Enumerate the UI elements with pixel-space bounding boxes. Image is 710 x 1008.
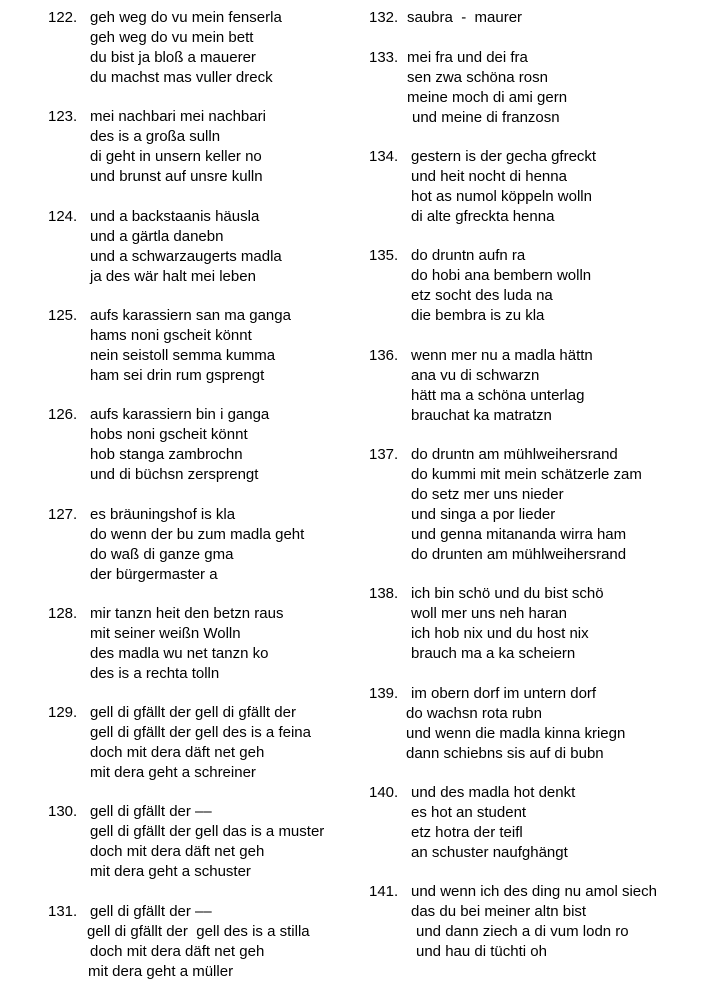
- verse-line: hams noni gscheit könnt: [90, 327, 252, 344]
- verse-line: mit dera geht a schuster: [90, 863, 251, 880]
- verse-line: und a backstaanis häusla: [90, 208, 260, 225]
- stanza-number: 125.: [48, 307, 78, 324]
- verse-line: doch mit dera däft net geh: [90, 943, 265, 960]
- stanza-number: 129.: [48, 704, 78, 721]
- verse-line: gestern is der gecha gfreckt: [411, 148, 597, 165]
- verse-line: an schuster naufghängt: [411, 844, 568, 861]
- verse-line: woll mer uns neh haran: [411, 605, 567, 622]
- stanza-number: 135.: [369, 247, 399, 264]
- verse-line: brauchat ka matratzn: [411, 407, 552, 424]
- verse-line: do druntn am mühlweihersrand: [411, 446, 618, 463]
- verse-line: und meine di franzosn: [412, 109, 560, 126]
- verse-line: aufs karassiern bin i ganga: [90, 406, 270, 423]
- verse-line: hätt ma a schöna unterlag: [411, 387, 585, 404]
- verse-line: saubra - maurer: [407, 9, 523, 26]
- verse-line: und di büchsn zersprengt: [90, 466, 259, 483]
- verse-line: das du bei meiner altn bist: [411, 903, 587, 920]
- verse-line: mit seiner weißn Wolln: [90, 625, 241, 642]
- verse-line: wenn mer nu a madla hättn: [411, 347, 593, 364]
- verse-line: gell di gfällt der gell di gfällt der: [90, 704, 296, 721]
- stanza-number: 128.: [48, 605, 78, 622]
- verse-line: es bräuningshof is kla: [90, 506, 236, 523]
- stanza-number: 127.: [48, 506, 78, 523]
- stanza-number: 141.: [369, 883, 399, 900]
- verse-line: die bembra is zu kla: [411, 307, 545, 324]
- verse-line: es hot an student: [411, 804, 527, 821]
- verse-line: etz socht des luda na: [411, 287, 553, 304]
- verse-line: und a gärtla danebn: [90, 228, 224, 245]
- verse-line: gell di gfällt der ––: [90, 803, 212, 820]
- verse-line: geh weg do vu mein fenserla: [90, 9, 282, 26]
- stanza-number: 140.: [369, 784, 399, 801]
- verse-line: meine moch di ami gern: [407, 89, 568, 106]
- stanza-number: 137.: [369, 446, 399, 463]
- verse-line: gell di gfällt der gell des is a stilla: [87, 923, 310, 940]
- stanza-number: 139.: [369, 685, 399, 702]
- verse-line: hobs noni gscheit könnt: [90, 426, 248, 443]
- verse-line: und wenn die madla kinna kriegn: [406, 725, 626, 742]
- stanza-number: 130.: [48, 803, 78, 820]
- verse-line: do setz mer uns nieder: [411, 486, 564, 503]
- verse-line: gell di gfällt der ––: [90, 903, 212, 920]
- verse-line: mei fra und dei fra: [407, 49, 528, 66]
- verse-line: do drunten am mühlweihersrand: [411, 546, 627, 563]
- verse-line: und hau di tüchti oh: [416, 943, 547, 960]
- verse-line: ana vu di schwarzn: [411, 367, 540, 384]
- stanza-number: 134.: [369, 148, 399, 165]
- verse-line: und brunst auf unsre kulln: [90, 168, 263, 185]
- verse-line: etz hotra der teifl: [411, 824, 523, 841]
- verse-line: doch mit dera däft net geh: [90, 843, 265, 860]
- verse-line: di alte gfreckta henna: [411, 208, 555, 225]
- verse-line: brauch ma a ka scheiern: [411, 645, 576, 662]
- stanza-number: 126.: [48, 406, 78, 423]
- verse-line: di geht in unsern keller no: [90, 148, 262, 165]
- verse-line: dann schiebns sis auf di bubn: [406, 745, 604, 762]
- verse-line: ich hob nix und du host nix: [411, 625, 589, 642]
- verse-line: und wenn ich des ding nu amol siech: [411, 883, 657, 900]
- verse-line: hob stanga zambrochn: [90, 446, 243, 463]
- verse-line: ham sei drin rum gsprengt: [90, 367, 265, 384]
- verse-line: mir tanzn heit den betzn raus: [90, 605, 284, 622]
- verse-line: mit dera geht a schreiner: [90, 764, 256, 781]
- stanza-number: 136.: [369, 347, 399, 364]
- verse-line: mit dera geht a müller: [88, 963, 234, 980]
- verse-line: und genna mitananda wirra ham: [411, 526, 627, 543]
- verse-line: geh weg do vu mein bett: [90, 29, 254, 46]
- stanza-number: 122.: [48, 9, 78, 26]
- verse-line: des madla wu net tanzn ko: [90, 645, 269, 662]
- verse-line: do waß di ganze gma: [90, 546, 234, 563]
- verse-line: du machst mas vuller dreck: [90, 69, 273, 86]
- verse-line: hot as numol köppeln wolln: [411, 188, 592, 205]
- stanza-number: 133.: [369, 49, 399, 66]
- verse-line: und a schwarzaugerts madla: [90, 248, 282, 265]
- verse-line: der bürgermaster a: [90, 566, 218, 583]
- verse-line: doch mit dera däft net geh: [90, 744, 265, 761]
- verse-line: do wachsn rota rubn: [406, 705, 542, 722]
- stanza-number: 131.: [48, 903, 78, 920]
- verse-line: gell di gfällt der gell das is a muster: [90, 823, 325, 840]
- verse-line: gell di gfällt der gell des is a feina: [90, 724, 311, 741]
- stanza-number: 132.: [369, 9, 399, 26]
- verse-line: do kummi mit mein schätzerle zam: [411, 466, 642, 483]
- verse-line: aufs karassiern san ma ganga: [90, 307, 291, 324]
- verse-line: des is a großa sulln: [90, 128, 221, 145]
- verse-line: sen zwa schöna rosn: [407, 69, 548, 86]
- verse-line: und heit nocht di henna: [411, 168, 567, 185]
- verse-line: nein seistoll semma kumma: [90, 347, 276, 364]
- stanza-number: 138.: [369, 585, 399, 602]
- verse-line: do druntn aufn ra: [411, 247, 526, 264]
- verse-line: und singa a por lieder: [411, 506, 556, 523]
- verse-line: ich bin schö und du bist schö: [411, 585, 604, 602]
- verse-line: und des madla hot denkt: [411, 784, 576, 801]
- verse-line: und dann ziech a di vum lodn ro: [416, 923, 629, 940]
- verse-line: mei nachbari mei nachbari: [90, 108, 266, 125]
- verse-line: ja des wär halt mei leben: [90, 268, 256, 285]
- verse-line: do hobi ana bembern wolln: [411, 267, 592, 284]
- verse-line: du bist ja bloß a mauerer: [90, 49, 256, 66]
- verse-line: do wenn der bu zum madla geht: [90, 526, 305, 543]
- stanza-number: 123.: [48, 108, 78, 125]
- verse-line: im obern dorf im untern dorf: [411, 685, 597, 702]
- verse-line: des is a rechta tolln: [90, 665, 220, 682]
- stanza-number: 124.: [48, 208, 78, 225]
